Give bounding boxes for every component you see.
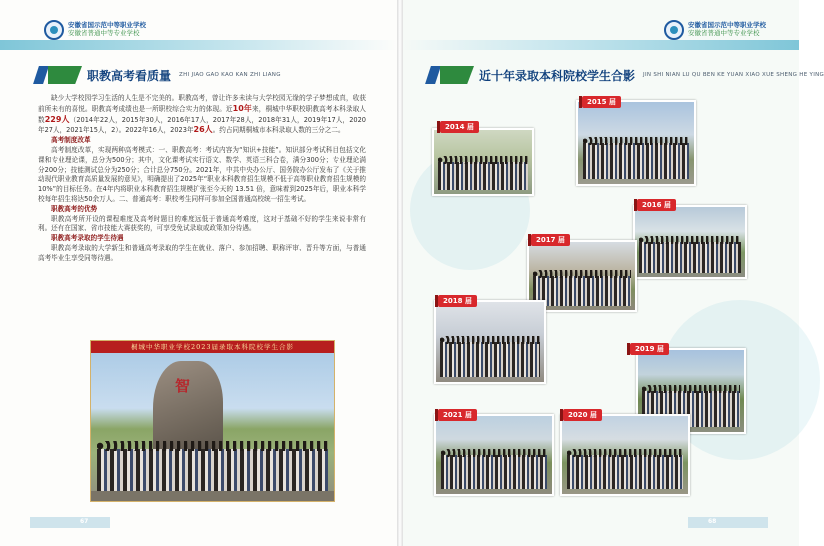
photo-2016 bbox=[633, 205, 747, 279]
heading-advantage: 职教高考的优势 bbox=[51, 204, 98, 213]
photo-2015 bbox=[576, 100, 696, 186]
left-page-number-bar bbox=[30, 517, 110, 528]
book-spine bbox=[397, 0, 403, 546]
year-label-2021: 2021 届 bbox=[438, 409, 477, 421]
left-school-name bbox=[68, 21, 146, 37]
intro-d: 。约占同期桐城市本科录取人数的三分之二。 bbox=[212, 126, 345, 135]
left-page-number: 67 bbox=[80, 518, 89, 525]
left-page bbox=[0, 0, 399, 546]
title-bar-icon bbox=[440, 66, 474, 84]
intro-c: （2014年22人，2015年30人，2016年17人，2017年28人，2018年31人，2019年17人，2020年27人，2021年15人，2）。2022年16人，2023年 bbox=[38, 115, 367, 135]
year-label-2018: 2018 届 bbox=[438, 295, 477, 307]
group-photo-2023 bbox=[90, 340, 335, 502]
right-page-number: 68 bbox=[708, 518, 717, 525]
left-title-pinyin: ZHI JIAO GAO KAO KAN ZHI LIANG bbox=[179, 72, 281, 78]
left-header bbox=[0, 0, 399, 54]
group-photo-caption: 桐城中华职业学校2023届录取本科院校学生合影 bbox=[91, 341, 334, 353]
ground bbox=[91, 491, 334, 501]
left-title: 职教高考看质量 bbox=[87, 68, 172, 83]
left-school-sub: 安徽省普通中等专业学校 bbox=[68, 29, 140, 37]
heading-reform: 高考制度改革 bbox=[51, 136, 91, 145]
right-page-number-bar bbox=[688, 517, 768, 528]
heading-treatment: 职教高考录取的学生待遇 bbox=[51, 234, 124, 243]
paragraph-reform: 高考制度改革，实现两种高考模式：一、职教高考：考试内容为“知识+技能”。知识部分考试科目包括文化课和专业理论课，总分为500分；其中，文化课考试实行语文、数学、英语三科合卷，满分300分；专业理论满分200分；技能测试总分为250分；合计总分750分。2021年，中共中央办公厅、国务院办公厅发布了《关于推动现代职业教育高质量发展的意见》，明确提出了2025年“职业本科教育招生规模不低于高等职业教育招生规模的10%”的目标任务。在4年内将职业本科教育招生规模扩张至今天的 13.51 倍，意味着到2025年后，职业本科学校每年招生将达50余万人。二、普通高考：职校考生同样可参加全国普通高校统一招生考试。 bbox=[38, 145, 366, 203]
year-label-2014: 2014 届 bbox=[440, 121, 479, 133]
year-label-2017: 2017 届 bbox=[531, 234, 570, 246]
left-school-cn: 安徽省国示范中等职业学校 bbox=[68, 21, 146, 29]
right-section-title bbox=[428, 64, 824, 86]
right-page bbox=[400, 0, 824, 546]
right-school-name bbox=[688, 21, 766, 37]
school-logo-icon bbox=[664, 20, 684, 40]
photo-2020 bbox=[560, 414, 690, 496]
right-school-cn: 安徽省国示范中等职业学校 bbox=[688, 21, 766, 29]
right-title-pinyin: JIN SHI NIAN LU QU BEN KE YUAN XIAO XUE SHENG HE YING bbox=[643, 72, 824, 78]
title-accent-icon bbox=[425, 66, 441, 84]
intro-a: 缺少大学校园学习生活的人生是不完美的。职教高考，曾让许多未读与大学校园无缘的学子梦想成真，收获前所未有的喜悦。职教高考成绩也是一所职校综合实力的体现。近 bbox=[38, 94, 366, 113]
year-label-2015: 2015 届 bbox=[582, 96, 621, 108]
right-header bbox=[400, 0, 799, 54]
left-header-band bbox=[0, 40, 399, 50]
right-header-band bbox=[400, 40, 799, 50]
year-label-2019: 2019 届 bbox=[630, 343, 669, 355]
right-school-sub: 安徽省普通中等专业学校 bbox=[688, 29, 760, 37]
intro-paragraph bbox=[38, 94, 366, 136]
school-logo-icon bbox=[44, 20, 64, 40]
year-label-2020: 2020 届 bbox=[563, 409, 602, 421]
photo-2018 bbox=[434, 300, 546, 384]
intro-b: 来，桐城中华职校职教高考本科录取人数 bbox=[38, 104, 366, 124]
intro-num-years: 10年 bbox=[232, 103, 253, 113]
year-label-2016: 2016 届 bbox=[637, 199, 676, 211]
title-accent-icon bbox=[33, 66, 49, 84]
photo-2021 bbox=[434, 414, 554, 496]
photo-2014 bbox=[432, 128, 534, 196]
title-bar-icon bbox=[48, 66, 82, 84]
right-title: 近十年录取本科院校学生合影 bbox=[479, 68, 636, 83]
rock-character: 智 bbox=[175, 377, 191, 395]
left-body-text bbox=[38, 94, 366, 264]
paragraph-advantage: 职教高考所开设的课程难度及高考时题目的难度远低于普通高考难度，这对于基础不好的学生来说非常有利。还有在国家、省市技能大赛获奖的，可享受免试录取或政策加分待遇。 bbox=[38, 214, 366, 233]
paragraph-treatment: 职教高考录取的大学新生和普通高考录取的学生在就业、落户、参加招聘、职称评审、晋升等方面，与普通高考毕业生享受同等待遇。 bbox=[38, 243, 366, 262]
students-crowd bbox=[97, 449, 328, 493]
intro-num-2023: 26人 bbox=[193, 125, 213, 135]
intro-num-total: 229人 bbox=[44, 114, 70, 124]
left-section-title bbox=[36, 64, 281, 86]
